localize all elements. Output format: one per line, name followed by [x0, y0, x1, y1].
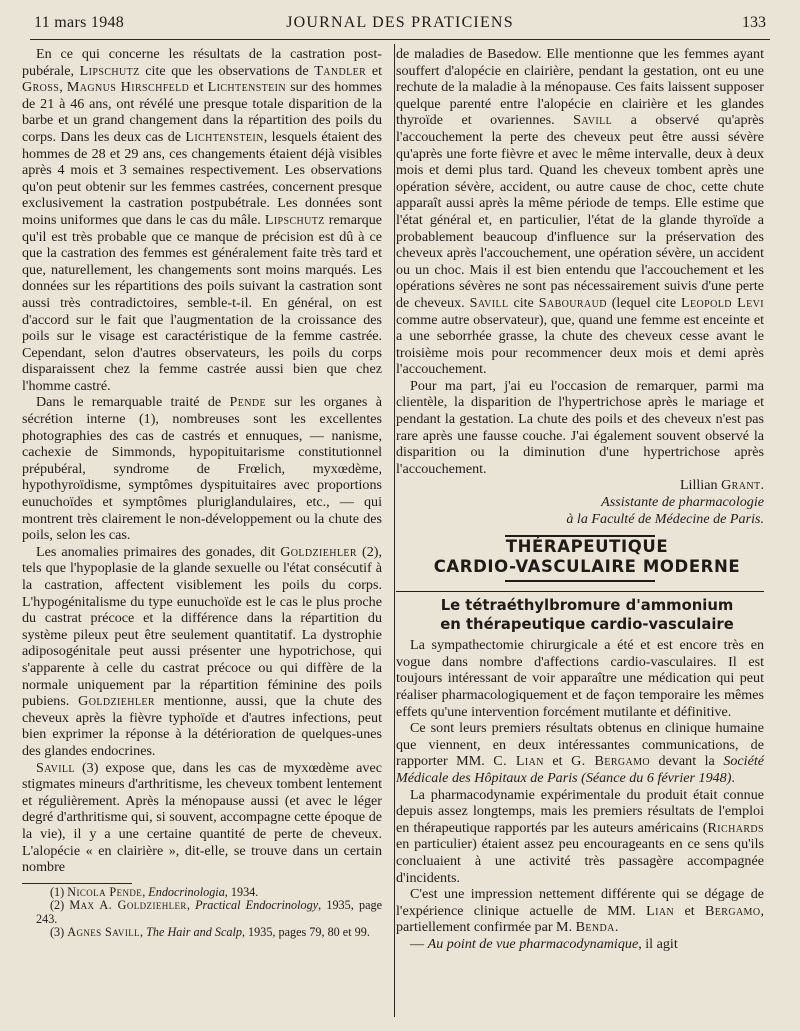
- text-run: Pour ma part, j'ai eu l'occasion de remarquer, parmi ma clientèle, la disparition de l'hypertrichose après le mariage et pendant la gestation. La chute des poils et des cheveux n'est pas rare après une fausse couche. J'ai également souvent observé la disparition ou la diminution d'une hypertrichose après l'accouchement.: [396, 377, 764, 477]
- paragraph: [396, 637, 764, 720]
- small-caps-name: Agnes Savill: [67, 925, 141, 940]
- text-run: et: [674, 902, 705, 919]
- text-run: , il agit: [638, 935, 678, 952]
- paragraph: [396, 720, 764, 786]
- text-run: ,: [59, 79, 67, 96]
- running-header: [34, 10, 766, 36]
- text-run: ,: [186, 898, 196, 913]
- article-heading: [396, 596, 764, 634]
- text-run: sur les organes à sécrétion interne (1), nombreuses sont les excellentes photographies des cas de castrés et ennuques, — nanisme, cachexie de Simmonds, hypopituitarisme constitutionnel prépubéral, syndrome de Frœlich, myxœdème, hypothyroïdisme, symptômes dyspituitaires avec proportions eunuchoïdes et symptômes pluriglandulaires, etc., — qui montrent très clairement le non-développement ou la chute des poils, selon les cas.: [22, 394, 382, 544]
- italic-text: Endocrinologia: [148, 884, 225, 899]
- journal-title: JOURNAL DES PRATICIENS: [286, 14, 514, 31]
- small-caps-name: Lichtenstein: [185, 128, 264, 145]
- footnote-rule: [22, 883, 132, 884]
- small-caps-name: Pende: [229, 394, 266, 411]
- italic-text: Société Médicale des Hôpitaux de Paris (Séance du 6 février 1948): [396, 753, 765, 786]
- text-run: remarque qu'il est très probable que ce manque de précision est dû à ce que la castration des femmes est généralement faite très tard et que, naturellement, les changements sont moins marqués. Les données sur les répartitions des poils suivant la castration sont aussi très contradictoires, semble-t-il. En général, on est d'accord sur le fait que l'augmentation de la croissance des poils sur le visage est caractéristique de la femme castrée. Cependant, selon d'autres observateurs, les poils du corps disparaissent chez la femme castrée aussi bien que chez l'homme castré.: [22, 211, 383, 394]
- text-run: En ce qui concerne les résultats de la castration post-pubérale,: [22, 46, 382, 79]
- text-run: , 1934.: [224, 884, 259, 899]
- small-caps-name: Savill: [36, 759, 75, 776]
- small-caps-name: Savill: [573, 112, 613, 129]
- text-run: Les anomalies primaires des gonades, dit: [36, 543, 281, 560]
- footnote: [22, 886, 382, 900]
- text-run: sur des hommes de 21 à 46 ans, ont révélé une presque totale disparition de la barbe et un grand changement dans la répartition des poils du corps. Dans les deux cas de: [22, 79, 383, 145]
- small-caps-name: C. Lian: [493, 753, 544, 770]
- small-caps-name: Tandler: [314, 62, 367, 79]
- paragraph: [22, 760, 382, 876]
- small-caps-name: Lian: [646, 902, 675, 919]
- text-run: C'est une impression nettement différente qui se dégage de l'expérience clinique actuelle de MM.: [396, 886, 764, 919]
- text-run: .: [614, 919, 619, 936]
- section-rule-full: [396, 591, 764, 592]
- small-caps-name: G. Bergamo: [571, 753, 651, 770]
- text-run: de maladies de Basedow. Elle mentionne que les femmes ayant souffert d'alopécie en clairière, pendant la gestation, ont eu une rechute de la maladie à la ménopause. Ces faits laissent supposer quelque parenté entre l'alopécie en clairière et les glandes thyroïde et ovariennes.: [396, 46, 764, 129]
- paragraph: [22, 394, 382, 543]
- paragraph: [22, 46, 382, 394]
- small-caps-name: Leopold Levi: [681, 294, 765, 311]
- text-run: Ce sont leurs premiers résultats obtenus en clinique humaine que viennent, en deux intéressantes communications, de rapporter MM.: [396, 720, 764, 770]
- column-divider: [394, 44, 395, 1017]
- text-run: —: [410, 935, 428, 952]
- text-run: .: [731, 769, 735, 786]
- small-caps-name: Benda: [575, 919, 615, 936]
- author-affiliation-line: Assistante de pharmacologie: [601, 494, 764, 511]
- small-caps-name: Lipschutz: [264, 211, 325, 228]
- text-run: Dans le remarquable traité de: [36, 394, 230, 411]
- text-run: , lesquels étaient des hommes de 28 et 29 ans, ces changements étaient déjà visibles après 4 mois et 3 semaines respectivement. Les observations qu'on peut obtenir sur les femmes castrées, concernent presque exclusivement la castration postpubétrale. Les données sont moins uniformes que dans le cas du mâle.: [22, 128, 382, 228]
- text-run: en particulier) étaient assez peu encourageants en ce sens qu'ils concluaient à une activité très passagère accompagnée d'incidents.: [396, 836, 764, 886]
- italic-text: Au point de vue pharmacodynamique: [427, 935, 639, 952]
- section-title-line: CARDIO-VASCULAIRE MODERNE: [433, 557, 741, 577]
- small-caps-name: Gross: [22, 79, 60, 96]
- text-run: et: [366, 62, 382, 79]
- text-run: (1): [50, 884, 68, 899]
- italic-text: The Hair and Scalp: [146, 925, 242, 940]
- text-run: (2): [50, 898, 70, 913]
- small-caps-name: Goldziehler: [78, 693, 155, 710]
- text-run: (lequel cite: [606, 294, 681, 311]
- footnote: [22, 899, 382, 926]
- text-run: ,: [142, 884, 149, 899]
- text-run: (2), tels que l'hypoplasie de la glande sexuelle ou l'état consécutif à la castration, affectent visiblement les poils du corps. L'hypogénitalisme du type eunuchoïde est le cas le plus proche du castrat précoce et la différence dans la répartition du système pileux peut être seulement quantitatif. La dystrophie adiposogénitale peut aussi présenter une hypotrichose, qui s'apparente à celle du castrat précoce ou qui diffère de la normale uniquement par la répartition féminine des poils pubiens.: [22, 543, 382, 710]
- text-run: et: [543, 753, 572, 770]
- text-run: (3): [50, 925, 68, 940]
- author-surname: Grant: [721, 477, 761, 494]
- text-run: a observé qu'après l'accouchement la perte des cheveux peut être aussi sévère qu'après une forte fièvre et avec le même intervalle, deux à deux mois et demi plus tard. Quand les cheveux tombent après une opération sévère, accident, ou autre cause de choc, cette chute apparaît aussi après la même période de temps. Elle estime que l'état général et, en particulier, l'état de la glande thyroïde a probablement beaucoup d'influence sur la préservation des cheveux après l'accouchement, une opération sévère, un accident ou un choc. Mais il est bien entendu que l'accouchement et les opérations sévères ne sont pas nécessairement suivis d'une perte de cheveux.: [396, 112, 765, 311]
- italic-text: Practical Endocrinology: [195, 898, 319, 913]
- text-run: La pharmacodynamie expérimentale du produit était connue depuis assez longtemps, mais les premiers résultats de l'emploi en thérapeutique rapportés par les auteurs américains (: [396, 786, 764, 836]
- small-caps-name: Sabouraud: [538, 294, 607, 311]
- small-caps-name: Magnus Hirschfeld: [66, 79, 190, 96]
- text-run: , 1935, pages 79, 80 et 99.: [241, 925, 370, 940]
- right-column: [396, 46, 764, 953]
- article-title-line: en thérapeutique cardio-vasculaire: [440, 616, 734, 634]
- text-run: La sympathectomie chirurgicale a été et est encore très en vogue dans nombre d'affections cardio-vasculaires. Il est toujours intéressant de voir apparaître une médication qui peut réaliser pharmacologiquement et de façon temporaire les mêmes effets qu'une intervention forcément mutilante et définitive.: [396, 637, 764, 720]
- small-caps-name: Savill: [469, 294, 509, 311]
- small-caps-name: Richards: [707, 819, 764, 836]
- text-run: cite que les observations de: [139, 62, 315, 79]
- paragraph: [396, 787, 764, 887]
- text-run: comme autre observateur), que, quand une femme est enceinte et a une seborrhée grasse, la chute des cheveux cesse avant le troisième mois pour recommencer deux mois et demi après l'accouchement.: [396, 311, 764, 378]
- page-number: 133: [742, 14, 766, 31]
- small-caps-name: Lichtenstein: [207, 79, 287, 96]
- author-first-name: Lillian: [679, 477, 722, 494]
- author-affiliation-line: à la Faculté de Médecine de Paris.: [566, 510, 764, 527]
- small-caps-name: Nicola Pende: [67, 884, 143, 899]
- text-run: , partiellement confirmée par M.: [396, 902, 765, 936]
- text-run: et: [189, 79, 208, 96]
- paragraph: [396, 46, 764, 378]
- article-title-line: Le tétraéthylbromure d'ammonium: [440, 597, 734, 615]
- text-run: devant la: [650, 753, 724, 770]
- paragraph: [22, 544, 382, 760]
- text-run: cite: [508, 294, 539, 311]
- section-heading: [396, 535, 764, 592]
- small-caps-name: Max A. Goldziehler: [69, 898, 187, 913]
- footnote: [22, 926, 382, 940]
- author-signature: [396, 477, 764, 494]
- left-column: [22, 46, 382, 940]
- paragraph: [396, 378, 764, 478]
- section-title-line: THÉRAPEUTIQUE: [505, 537, 669, 557]
- small-caps-name: Goldziehler: [280, 543, 358, 560]
- text-run: , 1935, page 243.: [36, 898, 382, 926]
- small-caps-name: Bergamo: [704, 902, 761, 919]
- text-run: mentionne, aussi, que la chute des cheveux après la fièvre typhoïde et d'autres infections, peut bien exprimer la réponse à la détérioration de quelques-unes des glandes endocrines.: [22, 693, 382, 759]
- signature-period: .: [760, 477, 764, 494]
- paragraph: [396, 886, 764, 936]
- small-caps-name: Lipschutz: [79, 62, 140, 79]
- text-run: ,: [140, 925, 147, 940]
- header-rule: [30, 39, 770, 40]
- section-rule-bottom: [505, 580, 655, 582]
- issue-date: 11 mars 1948: [34, 14, 125, 31]
- paragraph: [396, 936, 764, 953]
- text-run: (3) expose que, dans les cas de myxœdème avec stigmates mineurs d'arthritisme, les cheveux tombent lentement et régulièrement. Après la ménopause aussi (et avec le léger degré d'arthritisme qui, si souvent, accompagne cette époque de la vie), il y a une certaine quantité de perte de cheveux. L'alopécie « en clairière », dit-elle, se trouve dans un certain nombre: [22, 759, 382, 876]
